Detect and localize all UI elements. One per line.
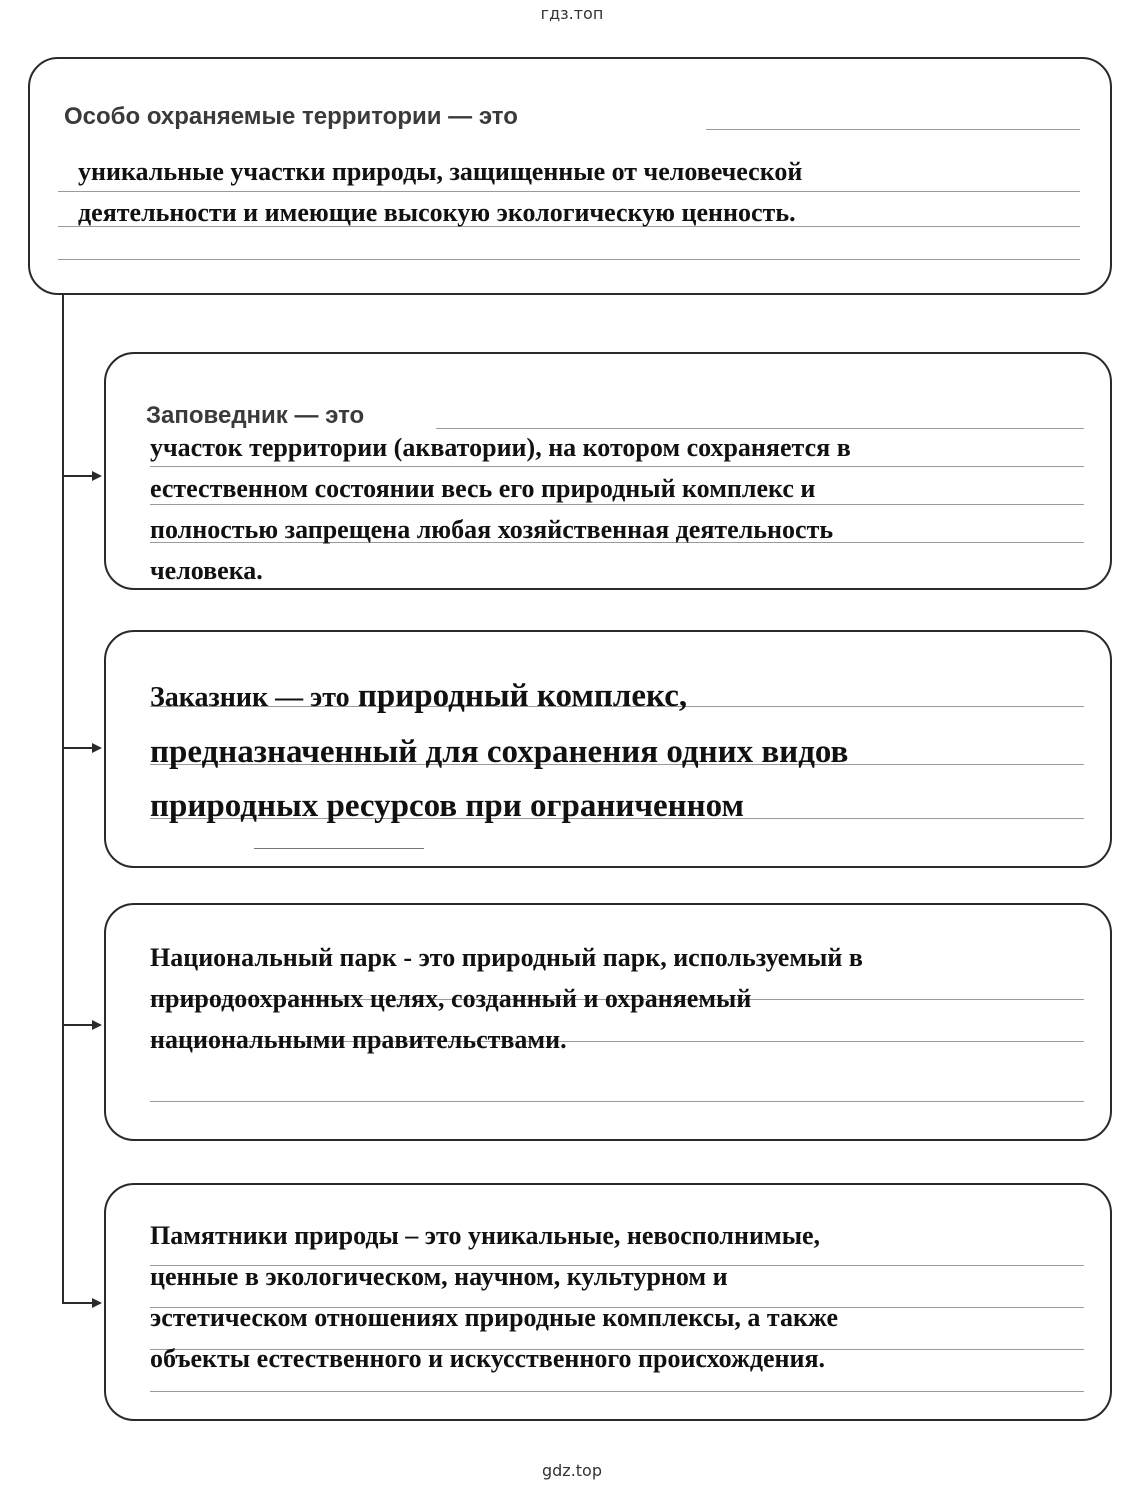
definition-line: полностью запрещена любая хозяйственная деятельность [150, 515, 834, 544]
definition-line: национальными правительствами. [150, 1025, 567, 1054]
definition-box-natural-monuments [104, 1183, 1112, 1421]
connector-branch-2 [62, 747, 96, 749]
definition-line: природоохранных целях, созданный и охраняемый [150, 984, 752, 1013]
definition-line: Национальный парк - это природный парк, используемый в [150, 943, 863, 972]
connector-branch-3 [62, 1024, 96, 1026]
definition-line: участок территории (акватории), на котором сохраняется в [150, 433, 851, 462]
definition-line: природных ресурсов при ограниченном [150, 788, 744, 824]
definition-text [150, 937, 863, 1060]
term-label: Заповедник — это [146, 402, 365, 429]
arrow-icon [92, 1298, 102, 1308]
arrow-icon [92, 743, 102, 753]
arrow-icon [92, 471, 102, 481]
definition-line: Памятники природы – это уникальные, невосполнимые, [150, 1221, 821, 1250]
definition-line: деятельности и имеющие высокую экологическую ценность. [78, 198, 796, 227]
definition-text [78, 151, 802, 233]
arrow-icon [92, 1020, 102, 1030]
definition-line: естественном состоянии весь его природный комплекс и [150, 474, 816, 503]
definition-line: ценные в экологическом, научном, культурном и [150, 1262, 728, 1291]
definition-line: уникальные участки природы, защищенные от человеческой [78, 157, 803, 186]
definition-box-protected-territories [28, 57, 1112, 295]
connector-branch-4 [62, 1302, 96, 1304]
watermark-bottom: gdz.top [541, 1461, 602, 1480]
term-label: Заказник — это [150, 682, 350, 713]
definition-box-national-park [104, 903, 1112, 1141]
watermark-top: гдз.топ [540, 4, 604, 23]
connector-branch-1 [62, 475, 96, 477]
definition-line: эстетическом отношениях природные комплексы, а также [150, 1303, 839, 1332]
definition-line: объекты естественного и искусственного происхождения. [150, 1344, 826, 1373]
term-label: Особо охраняемые территории — это [64, 103, 518, 130]
definition-text [150, 427, 851, 591]
definition-line: природный комплекс, [349, 678, 688, 714]
definition-text [150, 669, 848, 833]
definition-line: предназначенный для сохранения одних видов [150, 734, 849, 770]
connector-trunk [62, 294, 64, 1302]
definition-box-sanctuary [104, 630, 1112, 868]
definition-text [150, 1215, 838, 1379]
definition-line: человека. [150, 556, 263, 585]
definition-box-reserve [104, 352, 1112, 590]
